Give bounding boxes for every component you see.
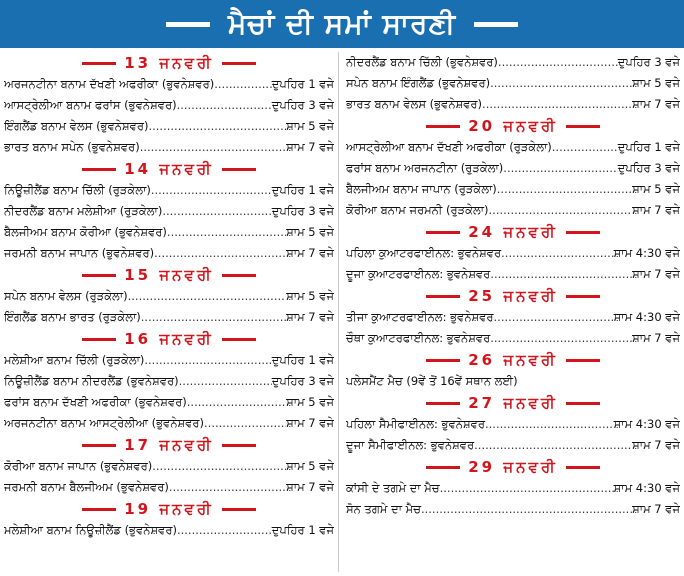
date-label: 19 ਜਨਵਰੀ xyxy=(124,500,214,518)
date-dash-right xyxy=(566,359,600,362)
dot-leader xyxy=(214,74,271,95)
schedule-right-column xyxy=(346,52,680,520)
date-dash-right xyxy=(222,168,256,171)
dot-leader xyxy=(177,520,272,541)
match-row xyxy=(4,392,334,413)
match-teams: ਚੌਥਾ ਕੁਆਟਰਫਾਈਨਲ: ਭੁਵਨੇਸ਼ਵਰ xyxy=(346,331,491,345)
match-time: ਸ਼ਾਮ 5 ਵਜੇ xyxy=(632,76,680,90)
match-time: ਸ਼ਾਮ 5 ਵਜੇ xyxy=(286,225,334,239)
match-row xyxy=(346,499,680,520)
match-row xyxy=(346,94,680,115)
match-time: ਸ਼ਾਮ 5 ਵਜੇ xyxy=(286,395,334,409)
match-teams: ਪਹਿਲਾ ਕੁਆਟਰਫਾਈਨਲ: ਭੁਵਨੇਸ਼ਵਰ xyxy=(346,246,502,260)
match-row xyxy=(346,414,680,435)
match-teams: ਅਰਜਨਟੀਨਾ ਬਨਾਮ ਦੱਖਣੀ ਅਫਰੀਕਾ (ਭੁਵਨੇਸ਼ਵਰ) xyxy=(4,77,215,91)
date-heading xyxy=(346,285,680,307)
match-time: ਸ਼ਾਮ 7 ਵਜੇ xyxy=(286,310,334,324)
match-time: ਸ਼ਾਮ 7 ਵਜੇ xyxy=(286,480,334,494)
date-dash-right xyxy=(566,125,600,128)
match-time: ਦੁਪਹਿਰ 1 ਵਜੇ xyxy=(617,140,680,154)
match-row xyxy=(4,350,334,371)
dot-leader xyxy=(140,137,286,158)
date-dash-left xyxy=(82,62,116,65)
match-teams: ਦੂਜਾ ਕੁਆਟਰਫਾਈਨਲ: ਭੁਵਨੇਸ਼ਵਰ xyxy=(346,267,491,281)
match-time: ਸ਼ਾਮ 7 ਵਜੇ xyxy=(632,267,680,281)
match-row xyxy=(346,179,680,200)
dot-leader xyxy=(490,73,632,94)
dot-leader xyxy=(128,286,287,307)
match-teams: ਮਲੇਸ਼ੀਆ ਬਨਾਮ ਚਿੱਲੀ (ਰੁੜਕੇਲਾ) xyxy=(4,353,145,367)
match-row xyxy=(4,222,334,243)
dot-leader xyxy=(154,243,286,264)
date-heading xyxy=(346,456,680,478)
dot-leader xyxy=(421,499,632,520)
dot-leader xyxy=(482,94,632,115)
title-dash-right xyxy=(474,22,518,27)
match-row xyxy=(346,307,680,328)
match-row xyxy=(346,435,680,456)
match-teams: ਪਲੇਸਮੈਂਟ ਮੈਚ (9ਵੇਂ ਤੋਂ 16ਵੇਂ ਸਥਾਨ ਲਈ) xyxy=(346,374,518,388)
match-teams: ਸੋਨ ਤਗਮੇ ਦਾ ਮੈਚ xyxy=(346,502,421,516)
match-teams: ਨੀਦਰਲੈਂਡ ਬਨਾਮ ਚਿੱਲੀ (ਭੁਵਨੇਸ਼ਵਰ) xyxy=(346,55,498,69)
date-dash-right xyxy=(222,62,256,65)
date-dash-left xyxy=(82,444,116,447)
dot-leader xyxy=(187,392,286,413)
match-row xyxy=(4,116,334,137)
column-divider xyxy=(338,52,339,572)
match-row xyxy=(346,264,680,285)
match-row xyxy=(346,52,680,73)
match-row xyxy=(4,520,334,541)
date-dash-left xyxy=(82,168,116,171)
match-row xyxy=(346,200,680,221)
date-heading xyxy=(346,392,680,414)
match-row xyxy=(346,478,680,499)
match-row xyxy=(346,158,680,179)
match-teams: ਨੀਦਰਲੈਂਡ ਬਨਾਮ ਮਲੇਸ਼ੀਆ (ਰੁੜਕੇਲਾ) xyxy=(4,204,163,218)
dot-leader xyxy=(162,201,271,222)
match-time: ਸ਼ਾਮ 5 ਵਜੇ xyxy=(286,459,334,473)
match-teams: ਬੈਲਜੀਅਮ ਬਨਾਮ ਜਾਪਾਨ (ਰੁੜਕੇਲਾ) xyxy=(346,182,497,196)
match-teams: ਆਸਟ੍ਰੇਲੀਆ ਬਨਾਮ ਫਰਾਂਸ (ਭੁਵਨੇਸ਼ਵਰ) xyxy=(4,98,177,112)
match-time: ਸ਼ਾਮ 7 ਵਜੇ xyxy=(632,331,680,345)
dot-leader xyxy=(177,95,272,116)
date-label: 29 ਜਨਵਰੀ xyxy=(468,458,558,476)
date-heading xyxy=(4,498,334,520)
match-row xyxy=(4,286,334,307)
date-dash-right xyxy=(566,231,600,234)
match-teams: ਫਰਾਂਸ ਬਨਾਮ ਅਰਜਨਟੀਨਾ (ਰੁੜਕੇਲਾ) xyxy=(346,161,504,175)
match-teams: ਸਪੇਨ ਬਨਾਮ ਇੰਗਲੈਂਡ (ਭੁਵਨੇਸ਼ਵਰ) xyxy=(346,76,491,90)
dot-leader xyxy=(490,264,632,285)
match-teams: ਜਰਮਨੀ ਬਨਾਮ ਬੈਲਜੀਅਮ (ਭੁਵਨੇਸ਼ਵਰ) xyxy=(4,480,169,494)
date-dash-right xyxy=(566,295,600,298)
date-heading xyxy=(4,328,334,350)
date-dash-right xyxy=(566,466,600,469)
date-label: 15 ਜਨਵਰੀ xyxy=(124,266,214,284)
dot-leader xyxy=(440,478,614,499)
match-teams: ਆਸਟ੍ਰੇਲੀਆ ਬਨਾਮ ਦੱਖਣੀ ਅਫਰੀਕਾ (ਰੁੜਕੇਲਾ) xyxy=(346,140,552,154)
match-teams: ਦੂਜਾ ਸੈਮੀਫਾਈਨਲ: ਭੁਵਨੇਸ਼ਵਰ xyxy=(346,438,475,452)
dot-leader xyxy=(489,200,633,221)
match-row xyxy=(346,137,680,158)
date-heading xyxy=(4,158,334,180)
match-teams: ਮਲੇਸ਼ੀਆ ਬਨਾਮ ਨਿਊਜ਼ੀਲੈਂਡ (ਭੁਵਨੇਸ਼ਵਰ) xyxy=(4,523,177,537)
date-heading xyxy=(346,221,680,243)
dot-leader xyxy=(151,180,272,201)
date-dash-left xyxy=(426,402,460,405)
match-row xyxy=(4,95,334,116)
dot-leader xyxy=(179,371,272,392)
dot-leader xyxy=(503,158,617,179)
match-time: ਸ਼ਾਮ 5 ਵਜੇ xyxy=(632,182,680,196)
date-label: 13 ਜਨਵਰੀ xyxy=(124,54,214,72)
match-time: ਦੁਪਹਿਰ 3 ਵਜੇ xyxy=(271,374,334,388)
match-teams: ਭਾਰਤ ਬਨਾਮ ਸਪੇਨ (ਭੁਵਨੇਸ਼ਵਰ) xyxy=(4,140,140,154)
date-label: 26 ਜਨਵਰੀ xyxy=(468,351,558,369)
title-banner xyxy=(0,0,684,48)
match-time: ਦੁਪਹਿਰ 1 ਵਜੇ xyxy=(271,523,334,537)
match-time: ਦੁਪਹਿਰ 3 ਵਜੇ xyxy=(271,98,334,112)
date-label: 17 ਜਨਵਰੀ xyxy=(124,436,214,454)
schedule-left-column xyxy=(4,52,334,541)
match-time: ਸ਼ਾਮ 4:30 ਵਜੇ xyxy=(613,246,680,260)
match-teams: ਨਿਊਜ਼ੀਲੈਂਡ ਬਨਾਮ ਚਿੱਲੀ (ਰੁੜਕੇਲਾ) xyxy=(4,183,151,197)
match-teams: ਅਰਜਨਟੀਨਾ ਬਨਾਮ ਆਸਟ੍ਰੇਲੀਆ (ਭੁਵਨੇਸ਼ਵਰ) xyxy=(4,416,205,430)
date-dash-left xyxy=(82,274,116,277)
match-time: ਦੁਪਹਿਰ 1 ਵਜੇ xyxy=(271,353,334,367)
match-time: ਦੁਪਹਿਰ 1 ਵਜੇ xyxy=(271,183,334,197)
match-row xyxy=(4,243,334,264)
date-dash-left xyxy=(426,125,460,128)
match-row xyxy=(4,180,334,201)
match-row xyxy=(4,137,334,158)
match-teams: ਕਾਂਸੀ ਦੇ ਤਗਮੇ ਦਾ ਮੈਚ xyxy=(346,481,440,495)
match-teams: ਨਿਊਜ਼ੀਲੈਂਡ ਬਨਾਮ ਨੀਦਰਲੈਂਡ (ਭੁਵਨੇਸ਼ਵਰ) xyxy=(4,374,179,388)
match-row xyxy=(4,413,334,434)
match-teams: ਤੀਜਾ ਕੁਆਟਰਫਾਈਨਲ: ਭੁਵਨੇਸ਼ਵਰ xyxy=(346,310,494,324)
match-row xyxy=(346,73,680,94)
match-teams: ਫਰਾਂਸ ਬਨਾਮ ਦੱਖਣੀ ਅਫਰੀਕਾ (ਭੁਵਨੇਸ਼ਵਰ) xyxy=(4,395,187,409)
match-time: ਦੁਪਹਿਰ 1 ਵਜੇ xyxy=(271,77,334,91)
match-teams: ਕੋਰੀਆ ਬਨਾਮ ਜਾਪਾਨ (ਭੁਵਨੇਸ਼ਵਰ) xyxy=(4,459,153,473)
match-time: ਦੁਪਹਿਰ 3 ਵਜੇ xyxy=(617,55,680,69)
dot-leader xyxy=(501,243,613,264)
match-time: ਸ਼ਾਮ 7 ਵਜੇ xyxy=(632,502,680,516)
date-dash-right xyxy=(222,274,256,277)
date-dash-left xyxy=(426,295,460,298)
match-time: ਦੁਪਹਿਰ 3 ਵਜੇ xyxy=(617,161,680,175)
match-time: ਸ਼ਾਮ 7 ਵਜੇ xyxy=(286,140,334,154)
date-label: 20 ਜਨਵਰੀ xyxy=(468,117,558,135)
match-teams: ਇੰਗਲੈਂਡ ਬਨਾਮ ਭਾਰਤ (ਰੁੜਕੇਲਾ) xyxy=(4,310,141,324)
match-teams: ਬੈਲਜੀਅਮ ਬਨਾਮ ਕੋਰੀਆ (ਭੁਵਨੇਸ਼ਵਰ) xyxy=(4,225,167,239)
date-heading xyxy=(346,115,680,137)
date-heading xyxy=(4,264,334,286)
title-dash-left xyxy=(166,22,210,27)
date-label: 16 ਜਨਵਰੀ xyxy=(124,330,214,348)
date-heading xyxy=(4,434,334,456)
page-title: ਮੈਚਾਂ ਦੀ ਸਮਾਂ ਸਾਰਣੀ xyxy=(227,7,457,40)
date-label: 25 ਜਨਵਰੀ xyxy=(468,287,558,305)
date-heading xyxy=(346,349,680,371)
dot-leader xyxy=(498,52,618,73)
match-time: ਸ਼ਾਮ 4:30 ਵਜੇ xyxy=(613,310,680,324)
match-time: ਸ਼ਾਮ 7 ਵਜੇ xyxy=(632,203,680,217)
match-time: ਦੁਪਹਿਰ 3 ਵਜੇ xyxy=(271,204,334,218)
date-label: 27 ਜਨਵਰੀ xyxy=(468,394,558,412)
dot-leader xyxy=(204,413,286,434)
match-time: ਸ਼ਾਮ 5 ਵਜੇ xyxy=(286,289,334,303)
match-row xyxy=(4,307,334,328)
date-dash-right xyxy=(222,444,256,447)
match-time: ਸ਼ਾਮ 5 ਵਜੇ xyxy=(286,119,334,133)
match-teams: ਕੋਰੀਆ ਬਨਾਮ ਜਰਮਨੀ (ਰੁੜਕੇਲਾ) xyxy=(346,203,489,217)
match-row xyxy=(346,328,680,349)
dot-leader xyxy=(167,222,286,243)
match-teams: ਭਾਰਤ ਬਨਾਮ ਵੇਲਸ (ਭੁਵਨੇਸ਼ਵਰ) xyxy=(346,97,483,111)
date-dash-left xyxy=(426,359,460,362)
match-teams: ਜਰਮਨੀ ਬਨਾਮ ਜਾਪਾਨ (ਭੁਵਨੇਸ਼ਵਰ) xyxy=(4,246,155,260)
date-dash-left xyxy=(82,508,116,511)
match-teams: ਪਹਿਲਾ ਸੈਮੀਫਾਈਨਲ: ਭੁਵਨੇਸ਼ਵਰ xyxy=(346,417,485,431)
match-row xyxy=(4,201,334,222)
dot-leader xyxy=(141,307,286,328)
match-row xyxy=(4,371,334,392)
dot-leader xyxy=(552,137,618,158)
dot-leader xyxy=(494,307,614,328)
date-heading xyxy=(4,52,334,74)
match-teams: ਇੰਗਲੈਂਡ ਬਨਾਮ ਵੇਲਸ (ਭੁਵਨੇਸ਼ਵਰ) xyxy=(4,119,149,133)
dot-leader xyxy=(485,414,614,435)
match-row xyxy=(346,371,680,392)
dot-leader xyxy=(169,477,286,498)
date-label: 14 ਜਨਵਰੀ xyxy=(124,160,214,178)
dot-leader xyxy=(152,456,286,477)
dot-leader xyxy=(497,179,632,200)
match-time: ਸ਼ਾਮ 7 ਵਜੇ xyxy=(286,246,334,260)
date-dash-left xyxy=(426,466,460,469)
match-row xyxy=(4,74,334,95)
match-row xyxy=(4,456,334,477)
match-row xyxy=(346,243,680,264)
date-dash-right xyxy=(222,338,256,341)
dot-leader xyxy=(474,435,632,456)
match-teams: ਸਪੇਨ ਬਨਾਮ ਵੇਲਸ (ਰੁੜਕੇਲਾ) xyxy=(4,289,128,303)
date-dash-right xyxy=(566,402,600,405)
date-dash-right xyxy=(222,508,256,511)
date-dash-left xyxy=(426,231,460,234)
dot-leader xyxy=(144,350,271,371)
match-time: ਸ਼ਾਮ 7 ਵਜੇ xyxy=(632,438,680,452)
match-time: ਸ਼ਾਮ 4:30 ਵਜੇ xyxy=(613,481,680,495)
dot-leader xyxy=(490,328,632,349)
match-row xyxy=(4,477,334,498)
match-time: ਸ਼ਾਮ 7 ਵਜੇ xyxy=(286,416,334,430)
match-time: ਸ਼ਾਮ 7 ਵਜੇ xyxy=(632,97,680,111)
date-dash-left xyxy=(82,338,116,341)
dot-leader xyxy=(148,116,286,137)
match-time: ਸ਼ਾਮ 4:30 ਵਜੇ xyxy=(613,417,680,431)
date-label: 24 ਜਨਵਰੀ xyxy=(468,223,558,241)
